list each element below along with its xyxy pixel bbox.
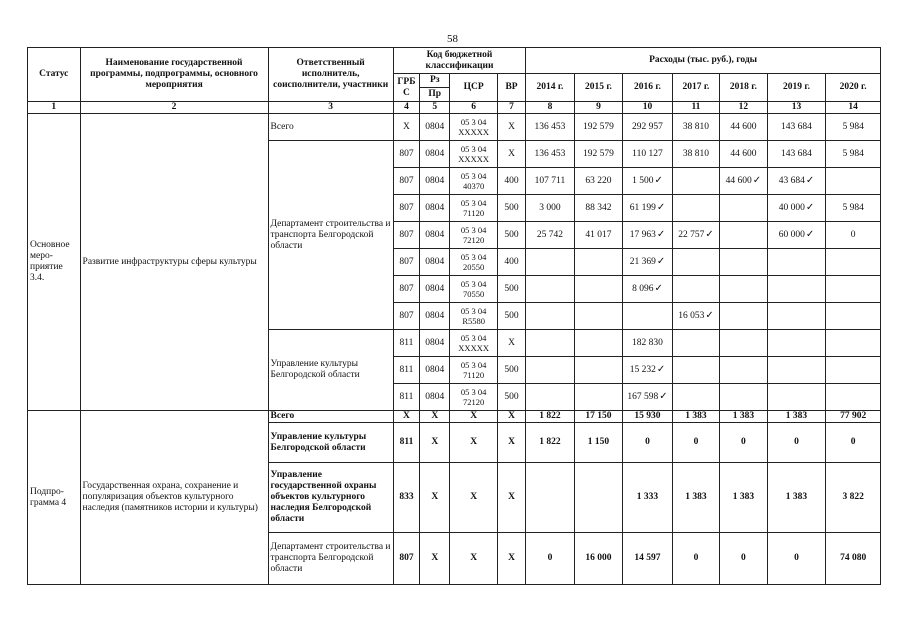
expense-cell [720,222,767,249]
expense-value: 5 984 [842,148,864,159]
column-number: 1 [28,102,81,114]
header-year-2019: 2019 г. [767,74,826,102]
expense-cell [623,249,673,276]
vr-code: 500 [497,222,525,249]
expense-cell [767,384,826,411]
expense-value: 3 822 [826,463,881,533]
expense-value: 17 150 [574,411,623,423]
rz-code: X [420,423,450,463]
expense-cell [672,303,719,330]
header-csr: ЦСР [450,74,497,102]
header-executor: Ответственный исполнитель, соисполнители, участники [268,48,393,102]
expense-cell [672,276,719,303]
expense-cell [720,276,767,303]
expense-cell [623,303,673,330]
expense-value: 1 383 [767,463,826,533]
expense-cell [826,141,881,168]
header-vr: ВР [497,74,525,102]
expense-cell [672,249,719,276]
expense-value: 41 017 [585,229,612,240]
expense-cell [672,114,719,141]
expense-cell [672,330,719,357]
csr-code: 05 3 04 20550 [450,249,497,276]
expense-cell [826,276,881,303]
expense-cell [623,168,673,195]
expense-value: 21 369 [629,257,656,267]
csr-code: 05 3 04 72120 [450,384,497,411]
expense-cell [574,276,623,303]
grbs-code: 807 [393,195,419,222]
rzpr-code: 0804 [420,249,450,276]
expense-cell [767,357,826,384]
vr-code: X [497,423,525,463]
check-mark-icon: ✓ [705,229,714,240]
expense-cell [574,222,623,249]
expense-value: 44 600 [730,148,757,159]
expense-cell [767,168,826,195]
expense-value: 1 822 [526,411,575,423]
expense-cell [574,303,623,330]
expense-cell [526,168,575,195]
expense-value: 143 684 [781,148,812,159]
vr-code: X [497,141,525,168]
header-year-2017: 2017 г. [672,74,719,102]
csr-code: 05 3 04 40370 [450,168,497,195]
expense-value: 1 822 [526,423,575,463]
expense-cell [826,222,881,249]
expense-cell [720,384,767,411]
vr-code: 400 [497,168,525,195]
expense-cell [623,330,673,357]
check-mark-icon: ✓ [705,310,714,321]
vr-code: X [497,533,525,585]
csr-code: 05 3 04 70550 [450,276,497,303]
expense-cell [672,168,719,195]
expense-cell [526,141,575,168]
expense-cell [720,141,767,168]
expense-value: 16 000 [574,533,623,585]
expense-value: 0 [623,423,673,463]
vr-code: X [497,463,525,533]
expense-cell [826,384,881,411]
csr-code: 05 3 04 R5580 [450,303,497,330]
expense-value: 0 [672,533,719,585]
expense-cell [826,195,881,222]
vr-code: 500 [497,195,525,222]
table-row [28,411,881,423]
rz-code: X [420,463,450,533]
grbs-code: X [393,411,419,423]
expense-cell [767,222,826,249]
expense-value: 17 963 [629,230,656,240]
expense-cell [623,114,673,141]
expense-value: 182 830 [632,337,663,348]
grbs-code: 811 [393,357,419,384]
vr-code: X [497,114,525,141]
expense-cell [672,222,719,249]
expense-value: 8 096 [632,284,654,294]
expense-cell [720,330,767,357]
expense-cell [767,249,826,276]
expense-cell [826,249,881,276]
executor-department: Департамент строительства и транспорта Белгородской области [268,141,393,330]
column-number: 2 [80,102,268,114]
check-mark-icon: ✓ [654,283,663,294]
header-year-2018: 2018 г. [720,74,767,102]
grbs-code: 807 [393,168,419,195]
expense-value: 136 453 [534,148,566,159]
expense-value: 44 600 [725,176,752,186]
expense-value: 77 902 [826,411,881,423]
expense-value: 44 600 [730,121,757,132]
expense-value: 167 598 [627,392,659,402]
grbs-code: X [393,114,419,141]
expense-cell [767,141,826,168]
expense-value: 1 383 [720,463,767,533]
expense-value: 16 053 [678,311,705,321]
expense-cell [767,114,826,141]
expense-cell [826,357,881,384]
rzpr-code: 0804 [420,141,450,168]
expense-value: 107 711 [534,175,566,186]
expense-value: 192 579 [583,148,614,159]
expense-value: 1 150 [574,423,623,463]
rz-code: X [420,411,450,423]
csr-code: 05 3 04 71120 [450,357,497,384]
vr-code: 500 [497,303,525,330]
expense-cell [526,222,575,249]
csr-code: 05 3 04 71120 [450,195,497,222]
expense-value: 15 232 [629,365,656,375]
expense-cell [767,330,826,357]
executor-total: Всего [268,114,393,141]
expense-cell [623,141,673,168]
expense-value: 5 984 [842,121,864,132]
check-mark-icon: ✓ [656,364,666,375]
expense-cell [767,195,826,222]
expense-cell [720,303,767,330]
rzpr-code: 0804 [420,195,450,222]
check-mark-icon: ✓ [656,256,666,267]
expense-cell [720,249,767,276]
expense-cell [720,357,767,384]
vr-code: X [497,411,525,423]
expense-cell [720,114,767,141]
header-rz: Рз [420,74,450,88]
grbs-code: 833 [393,463,419,533]
table-row [28,114,881,141]
expense-cell [672,195,719,222]
column-number: 7 [497,102,525,114]
check-mark-icon: ✓ [656,202,666,213]
expense-value: 63 220 [585,175,612,186]
header-kbk: Код бюджетной классификации [393,48,525,74]
expense-value: 192 579 [583,121,614,132]
expense-value: 22 757 [678,230,705,240]
executor-label: Управление государственной охраны объектов культурного наследия Белгородской области [268,463,393,533]
rzpr-code: 0804 [420,384,450,411]
expense-cell [720,195,767,222]
expense-value: 61 199 [629,203,656,213]
csr-code: X [450,423,497,463]
expense-cell [526,384,575,411]
expense-value: 0 [850,229,856,240]
expense-value: 0 [526,533,575,585]
expense-cell [574,357,623,384]
rzpr-code: 0804 [420,330,450,357]
header-year-2020: 2020 г. [826,74,881,102]
rzpr-code: 0804 [420,114,450,141]
expense-cell [672,384,719,411]
expense-cell [672,141,719,168]
check-mark-icon: ✓ [752,175,762,186]
expense-value: 0 [826,423,881,463]
expense-value: 0 [720,533,767,585]
csr-code: X [450,533,497,585]
header-status: Статус [28,48,81,102]
expense-value: 88 342 [585,202,612,213]
expense-value: 5 984 [842,202,864,213]
expense-cell [574,249,623,276]
vr-code: 400 [497,249,525,276]
vr-code: 500 [497,276,525,303]
expense-value [574,463,623,533]
csr-code: 05 3 04 XXXXX [450,114,497,141]
expense-cell [720,168,767,195]
grbs-code: 807 [393,303,419,330]
expense-value: 292 957 [632,121,663,132]
check-mark-icon: ✓ [659,391,668,402]
expense-value: 1 383 [767,411,826,423]
expense-cell [574,141,623,168]
expense-cell [526,195,575,222]
rzpr-code: 0804 [420,222,450,249]
expense-cell [623,384,673,411]
grbs-code: 811 [393,423,419,463]
grbs-code: 811 [393,330,419,357]
expense-cell [526,276,575,303]
header-name: Наименование государственной программы, подпрограммы, основного мероприятия [80,48,268,102]
expense-cell [574,114,623,141]
check-mark-icon: ✓ [805,229,815,240]
expense-cell [574,168,623,195]
expense-value: 0 [720,423,767,463]
expense-value: 3 000 [539,202,561,213]
vr-code: 500 [497,384,525,411]
expense-value: 0 [767,533,826,585]
expense-cell [526,114,575,141]
rzpr-code: 0804 [420,276,450,303]
expense-value: 60 000 [778,230,805,240]
expense-value: 0 [767,423,826,463]
column-number: 12 [720,102,767,114]
expense-value: 25 742 [536,229,563,240]
expense-value: 38 810 [682,121,709,132]
executor-culture: Управление культуры Белгородской области [268,330,393,411]
expense-cell [826,303,881,330]
csr-code: 05 3 04 72120 [450,222,497,249]
column-number: 10 [623,102,673,114]
rzpr-code: 0804 [420,303,450,330]
column-number: 6 [450,102,497,114]
row-name: Развитие инфраструктуры сферы культуры [80,114,268,411]
rzpr-code: 0804 [420,357,450,384]
check-mark-icon: ✓ [654,175,663,186]
executor-label: Всего [268,411,393,423]
row-name: Государственная охрана, сохранение и популяризация объектов культурного наследия (памятников истории и культуры) [80,411,268,585]
check-mark-icon: ✓ [805,175,815,186]
column-number: 8 [526,102,575,114]
row-status: Подпро-грамма 4 [28,411,81,585]
header-year-2014: 2014 г. [526,74,575,102]
header-expenses: Расходы (тыс. руб.), годы [526,48,881,74]
expense-value: 110 127 [632,148,663,159]
expense-value [526,463,575,533]
expense-cell [826,330,881,357]
column-number: 3 [268,102,393,114]
expense-value: 38 810 [682,148,709,159]
expense-value: 143 684 [781,121,812,132]
vr-code: 500 [497,357,525,384]
grbs-code: 807 [393,141,419,168]
csr-code: X [450,411,497,423]
csr-code: 05 3 04 XXXXX [450,141,497,168]
expense-cell [623,357,673,384]
expense-cell [623,222,673,249]
expense-cell [826,168,881,195]
expense-cell [526,330,575,357]
grbs-code: 807 [393,249,419,276]
expense-cell [623,276,673,303]
expense-cell [826,114,881,141]
expense-value: 1 383 [720,411,767,423]
expense-value: 136 453 [534,121,566,132]
page-number: 58 [447,33,458,45]
header-grbs: ГРБ С [393,74,419,102]
grbs-code: 807 [393,222,419,249]
rz-code: X [420,533,450,585]
budget-table [27,47,881,585]
column-number: 9 [574,102,623,114]
expense-value: 0 [672,423,719,463]
column-number-row [28,102,881,114]
expense-cell [526,303,575,330]
header-year-2015: 2015 г. [574,74,623,102]
grbs-code: 807 [393,276,419,303]
rzpr-code: 0804 [420,168,450,195]
expense-value: 1 383 [672,411,719,423]
expense-cell [574,330,623,357]
executor-label: Управление культуры Белгородской области [268,423,393,463]
csr-code: 05 3 04 XXXXX [450,330,497,357]
column-number: 5 [420,102,450,114]
expense-value: 1 333 [623,463,673,533]
executor-label: Департамент строительства и транспорта Белгородской области [268,533,393,585]
expense-cell [767,276,826,303]
csr-code: X [450,463,497,533]
header-pr: Пр [420,88,450,102]
expense-value: 1 383 [672,463,719,533]
expense-cell [574,384,623,411]
grbs-code: 811 [393,384,419,411]
check-mark-icon: ✓ [805,202,815,213]
expense-value: 40 000 [778,203,805,213]
column-number: 13 [767,102,826,114]
grbs-code: 807 [393,533,419,585]
expense-cell [574,195,623,222]
column-number: 14 [826,102,881,114]
expense-value: 1 500 [632,176,654,186]
expense-value: 14 597 [623,533,673,585]
expense-value: 15 930 [623,411,673,423]
expense-cell [767,303,826,330]
header-year-2016: 2016 г. [623,74,673,102]
expense-value: 74 080 [826,533,881,585]
expense-cell [526,357,575,384]
check-mark-icon: ✓ [656,229,666,240]
column-number: 4 [393,102,419,114]
expense-cell [623,195,673,222]
expense-cell [526,249,575,276]
row-status: Основное меро-приятие 3.4. [28,114,81,411]
expense-value: 43 684 [778,176,805,186]
expense-cell [672,357,719,384]
column-number: 11 [672,102,719,114]
vr-code: X [497,330,525,357]
